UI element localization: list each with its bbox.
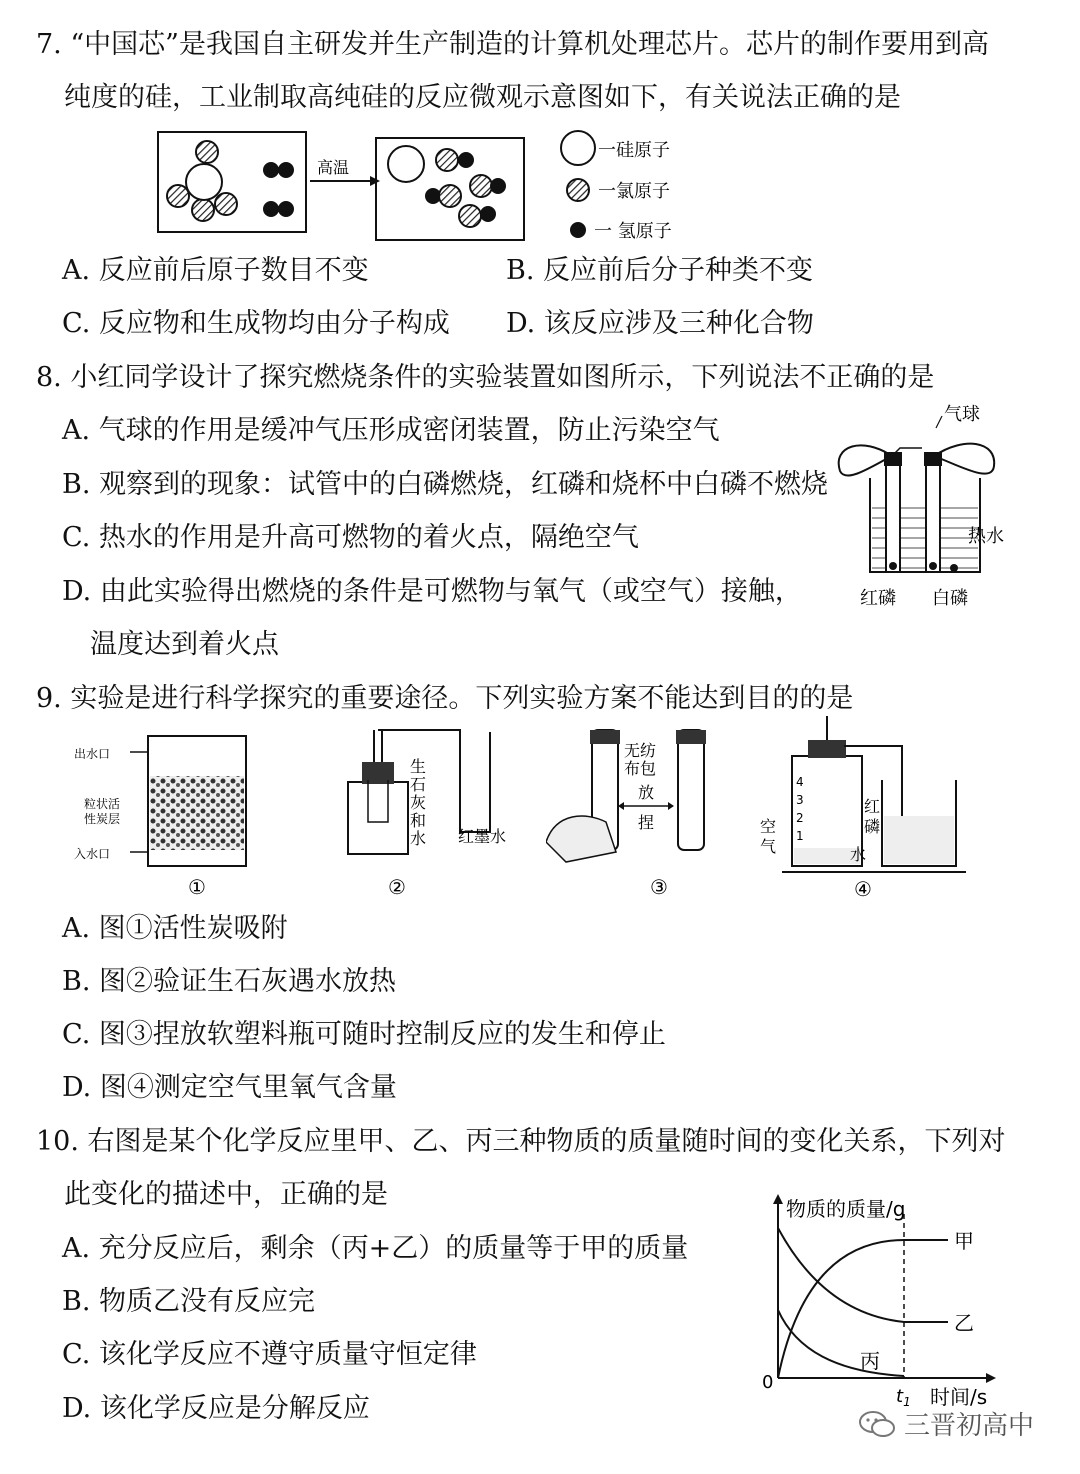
q10-option-b: B. 物质乙没有反应完 bbox=[62, 1286, 316, 1317]
q9-fig2-ink-label: 红墨水 bbox=[458, 827, 507, 846]
q9-fig1-inlet-label: 入水口 bbox=[74, 847, 111, 861]
q9-option-a: A. 图①活性炭吸附 bbox=[62, 913, 288, 944]
q10-option-a: A. 充分反应后，剩余（丙+乙）的质量等于甲的质量 bbox=[62, 1233, 689, 1264]
q8-stem: 8. 小红同学设计了探究燃烧条件的实验装置如图所示，下列说法不正确的是 bbox=[36, 362, 935, 393]
q9-fig3-squeeze: 捏 bbox=[638, 813, 655, 832]
q9-option-b: B. 图②验证生石灰遇水放热 bbox=[62, 966, 397, 997]
q10-curve-bing bbox=[778, 1310, 904, 1376]
q8-option-b: B. 观察到的现象：试管中的白磷燃烧，红磷和烧杯中白磷不燃烧 bbox=[62, 469, 829, 500]
q7-legend-cl: 一氯原子 bbox=[598, 181, 670, 202]
q10-graph-xlabel: 时间/s bbox=[930, 1385, 988, 1409]
q8-combustion-apparatus bbox=[832, 396, 1012, 616]
q8-option-d: D. 由此实验得出燃烧的条件是可燃物与氧气（或空气）接触， bbox=[62, 576, 802, 607]
q8-balloon-label: 气球 bbox=[944, 404, 980, 425]
q9-fig4-red-p-1: 红 bbox=[864, 797, 881, 816]
q8-option-d-cont: 温度达到着火点 bbox=[90, 629, 279, 660]
q10-series-bing: 丙 bbox=[860, 1349, 880, 1373]
q9-fig2-reagent-5: 水 bbox=[410, 829, 427, 848]
q9-fig4-number: ④ bbox=[854, 877, 872, 901]
q9-fig2-quicklime-setup bbox=[330, 722, 530, 904]
q9-fig4-air-1: 空 bbox=[760, 817, 777, 836]
q7-legend-h: 一 氢原子 bbox=[594, 221, 672, 242]
q10-graph-ylabel: 物质的质量/g bbox=[786, 1197, 906, 1221]
watermark bbox=[858, 1405, 1034, 1442]
q10-stem-line2: 此变化的描述中，正确的是 bbox=[64, 1179, 388, 1210]
q9-fig2-reagent-4: 和 bbox=[410, 811, 427, 830]
q9-fig3-number: ③ bbox=[650, 875, 668, 899]
q7-option-b: B. 反应前后分子种类不变 bbox=[506, 255, 814, 286]
q9-fig1-water-filter bbox=[70, 728, 260, 904]
q8-hot-water-label: 热水 bbox=[968, 526, 1004, 547]
q9-fig4-air-2: 气 bbox=[760, 837, 777, 856]
q7-reaction-diagram bbox=[150, 124, 710, 248]
q7-legend-si: 一硅原子 bbox=[598, 140, 670, 161]
q9-fig4-water-label: 水 bbox=[850, 845, 867, 864]
q8-option-a: A. 气球的作用是缓冲气压形成密闭装置，防止污染空气 bbox=[62, 415, 720, 446]
q7-stem-line1: 7. “中国芯”是我国自主研发并生产制造的计算机处理芯片。芯片的制作要用到高 bbox=[36, 29, 989, 60]
q9-fig3-squeeze-bottle bbox=[546, 722, 746, 904]
q10-option-d: D. 该化学反应是分解反应 bbox=[62, 1393, 370, 1424]
q10-mass-time-graph bbox=[756, 1190, 1002, 1412]
q9-fig4-scale-3: 3 bbox=[796, 793, 804, 807]
q9-fig1-outlet-label: 出水口 bbox=[74, 747, 111, 761]
q9-fig3-bag-1: 无纺 bbox=[624, 741, 657, 760]
q7-option-a: A. 反应前后原子数目不变 bbox=[62, 255, 369, 286]
q9-fig3-bag-2: 布包 bbox=[624, 759, 657, 778]
q10-series-yi: 乙 bbox=[954, 1311, 974, 1335]
q9-option-d: D. 图④测定空气里氧气含量 bbox=[62, 1072, 397, 1103]
q9-fig2-reagent-1: 生 bbox=[410, 757, 427, 776]
q9-fig2-reagent-3: 灰 bbox=[410, 793, 427, 812]
q7-arrow-label: 高温 bbox=[317, 158, 350, 177]
wechat-icon bbox=[858, 1409, 896, 1439]
q9-fig1-carbon-label-2: 性炭层 bbox=[84, 812, 121, 826]
q9-fig4-scale-4: 4 bbox=[796, 775, 804, 789]
q9-fig1-number: ① bbox=[188, 875, 206, 899]
q9-fig4-oxygen-measure bbox=[752, 716, 972, 904]
q9-fig2-reagent-2: 石 bbox=[410, 775, 427, 794]
q8-option-c: C. 热水的作用是升高可燃物的着火点，隔绝空气 bbox=[62, 522, 639, 553]
q7-stem-line2: 纯度的硅，工业制取高纯硅的反应微观示意图如下，有关说法正确的是 bbox=[64, 82, 901, 113]
q9-stem: 9. 实验是进行科学探究的重要途径。下列实验方案不能达到目的的是 bbox=[36, 683, 854, 714]
q8-red-p-label: 红磷 bbox=[860, 588, 896, 609]
q9-option-c: C. 图③捏放软塑料瓶可随时控制反应的发生和停止 bbox=[62, 1019, 666, 1050]
q10-graph-origin: 0 bbox=[762, 1372, 774, 1393]
q10-option-c: C. 该化学反应不遵守质量守恒定律 bbox=[62, 1339, 477, 1370]
q9-fig4-red-p-2: 磷 bbox=[864, 817, 881, 836]
q10-curve-yi bbox=[778, 1228, 948, 1322]
q9-fig4-scale-2: 2 bbox=[796, 811, 804, 825]
q9-fig3-release: 放 bbox=[638, 783, 655, 802]
q8-white-p-label: 白磷 bbox=[932, 588, 968, 609]
q9-fig2-number: ② bbox=[388, 875, 406, 899]
q9-fig4-scale-1: 1 bbox=[796, 829, 804, 843]
q10-graph-t1: $t_1$ bbox=[896, 1386, 911, 1409]
q9-fig1-carbon-label-1: 粒状活 bbox=[84, 797, 121, 811]
q10-series-jia: 甲 bbox=[954, 1229, 974, 1253]
q7-option-d: D. 该反应涉及三种化合物 bbox=[506, 308, 814, 339]
q7-option-c: C. 反应物和生成物均由分子构成 bbox=[62, 308, 450, 339]
watermark-text: 三晋初高中 bbox=[904, 1411, 1035, 1441]
q10-stem-line1: 10. 右图是某个化学反应里甲、乙、丙三种物质的质量随时间的变化关系，下列对 bbox=[36, 1126, 1006, 1157]
